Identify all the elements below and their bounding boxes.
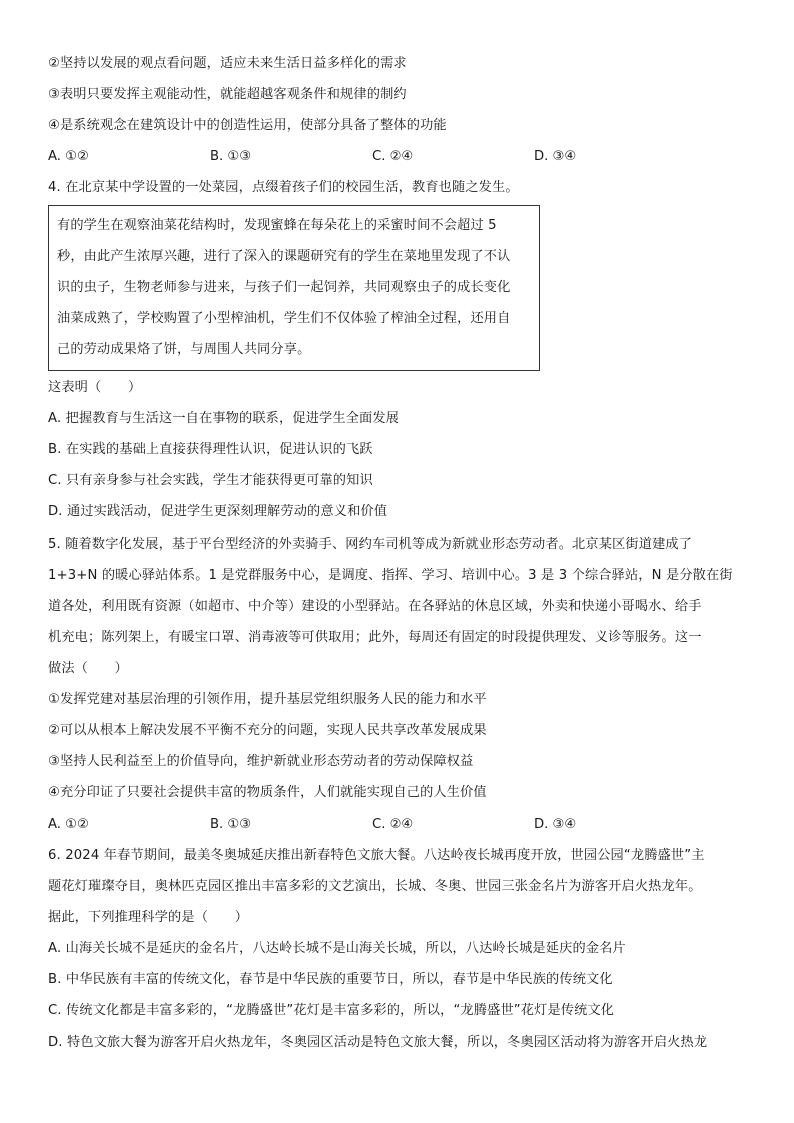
q4-choice-b[interactable]: B. 在实践的基础上直接获得理性认识，促进认识的飞跃: [48, 442, 373, 457]
q5-stem-line: 道各处，利用既有资源（如超市、中介等）建设的小型驿站。在各驿站的休息区域，外卖和快递小哥喝水、给手: [48, 599, 702, 614]
q5-stem-line: 1+3+N 的暖心驿站体系。1 是党群服务中心，是调度、指挥、学习、培训中心。3 是 3 个综合驿站，N 是分散在街: [48, 568, 733, 583]
q4-material-box: [48, 205, 540, 371]
q5-option-d[interactable]: D. ③④: [534, 817, 577, 832]
q4-material-line: 油菜成熟了，学校购置了小型榨油机，学生们不仅体验了榨油全过程，还用自: [57, 311, 511, 326]
q5-item-4: ④充分印证了只要社会提供丰富的物质条件，人们就能实现自己的人生价值: [48, 785, 487, 800]
q3-option-a[interactable]: A. ①②: [48, 149, 89, 164]
q6-stem-line: 据此，下列推理科学的是（ ）: [48, 910, 249, 925]
q5-option-b[interactable]: B. ①③: [210, 817, 252, 832]
q4-stem: 4. 在北京某中学设置的一处菜园，点缀着孩子们的校园生活，教育也随之发生。: [48, 180, 519, 195]
q5-stem-line: 5. 随着数字化发展，基于平台型经济的外卖骑手、网约车司机等成为新就业形态劳动者。北京某区街道建成了: [48, 537, 693, 552]
q3-item-4: ④是系统观念在建筑设计中的创造性运用，使部分具备了整体的功能: [48, 118, 447, 133]
q5-stem-line: 机充电；陈列架上，有暖宝口罩、消毒液等可供取用；此外，每周还有固定的时段提供理发、义诊等服务。这一: [48, 630, 702, 645]
q5-stem-line: 做法（ ）: [48, 661, 129, 676]
q4-material-line: 识的虫子，生物老师参与进来，与孩子们一起饲养，共同观察虫子的成长变化: [57, 280, 511, 295]
q6-stem-line: 题花灯璀璨夺目，奥林匹克园区推出丰富多彩的文艺演出，长城、冬奥、世园三张金名片为游客开启火热龙年。: [48, 879, 702, 894]
q4-prompt: 这表明（ ）: [48, 380, 142, 395]
q3-item-2: ②坚持以发展的观点看问题，适应未来生活日益多样化的需求: [48, 56, 407, 71]
q6-choice-d[interactable]: D. 特色文旅大餐为游客开启火热龙年，冬奥园区活动是特色文旅大餐，所以，冬奥园区活动将为游客开启火热龙: [48, 1035, 708, 1050]
q5-option-a[interactable]: A. ①②: [48, 817, 89, 832]
q4-material-line: 秒，由此产生浓厚兴趣，进行了深入的课题研究有的学生在菜地里发现了不认: [57, 249, 511, 264]
q4-choice-d[interactable]: D. 通过实践活动，促进学生更深刻理解劳动的意义和价值: [48, 504, 388, 519]
q6-stem-line: 6. 2024 年春节期间，最美冬奥城延庆推出新春特色文旅大餐。八达岭夜长城再度开放，世园公园“龙腾盛世”主: [48, 848, 705, 863]
q5-item-2: ②可以从根本上解决发展不平衡不充分的问题，实现人民共享改革发展成果: [48, 723, 487, 738]
q3-option-d[interactable]: D. ③④: [534, 149, 577, 164]
q4-material-line: 己的劳动成果烙了饼，与周围人共同分享。: [57, 342, 311, 357]
q5-item-1: ①发挥党建对基层治理的引领作用，提升基层党组织服务人民的能力和水平: [48, 692, 487, 707]
q4-material-line: 有的学生在观察油菜花结构时，发现蜜蜂在每朵花上的采蜜时间不会超过 5: [57, 218, 497, 233]
q3-option-b[interactable]: B. ①③: [210, 149, 252, 164]
q5-item-3: ③坚持人民利益至上的价值导向，维护新就业形态劳动者的劳动保障权益: [48, 754, 474, 769]
q3-option-c[interactable]: C. ②④: [372, 149, 414, 164]
q5-option-c[interactable]: C. ②④: [372, 817, 414, 832]
q3-item-3: ③表明只要发挥主观能动性，就能超越客观条件和规律的制约: [48, 87, 407, 102]
q4-choice-c[interactable]: C. 只有亲身参与社会实践，学生才能获得更可靠的知识: [48, 473, 373, 488]
q4-choice-a[interactable]: A. 把握教育与生活这一自在事物的联系，促进学生全面发展: [48, 411, 400, 426]
q6-choice-a[interactable]: A. 山海关长城不是延庆的金名片，八达岭长城不是山海关长城，所以，八达岭长城是延庆的金名片: [48, 941, 626, 956]
q6-choice-c[interactable]: C. 传统文化都是丰富多彩的，“龙腾盛世”花灯是丰富多彩的，所以，“龙腾盛世”花灯是传统文化: [48, 1003, 615, 1018]
q6-choice-b[interactable]: B. 中华民族有丰富的传统文化，春节是中华民族的重要节日，所以，春节是中华民族的传统文化: [48, 972, 613, 987]
